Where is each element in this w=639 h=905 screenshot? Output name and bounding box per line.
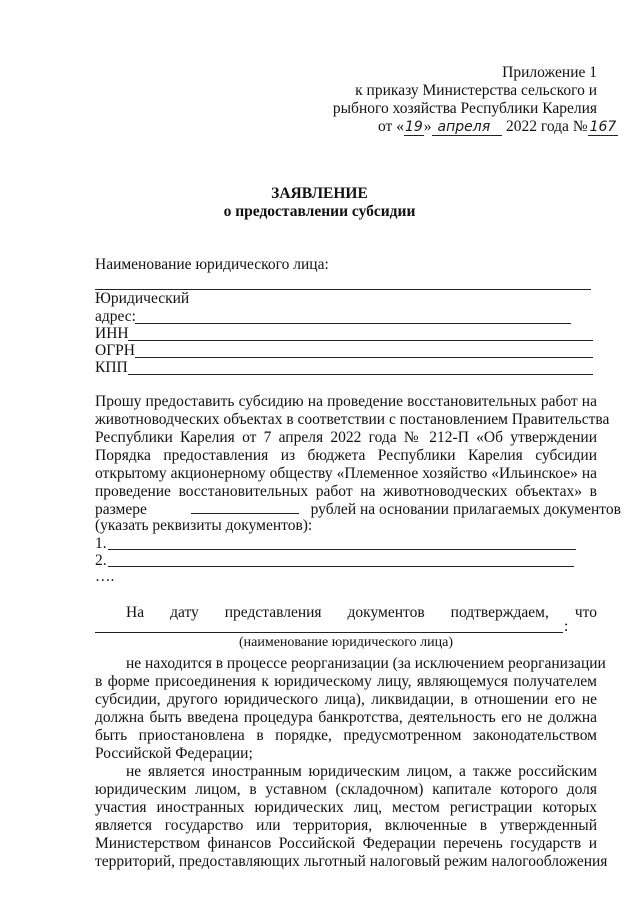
confirm-word: подтверждаем, bbox=[450, 604, 549, 621]
confirm-word: На bbox=[126, 604, 145, 621]
para1-line: должна быть введена процедура банкротства, деятельность его не должна bbox=[95, 709, 597, 726]
inn-line[interactable] bbox=[128, 340, 593, 341]
request-line: открытому акционерному обществу «Племенное хозяйство «Ильинское» на bbox=[95, 465, 597, 482]
order-number-handwritten: 167 bbox=[589, 119, 617, 135]
para1-line: быть приостановлена в порядке, предусмотренном законодательством bbox=[95, 727, 597, 744]
para2-line: территорий, предоставляющих льготный налоговый режим налогообложения bbox=[95, 853, 608, 870]
kpp-line[interactable] bbox=[128, 374, 593, 375]
document-title: ЗАЯВЛЕНИЕ bbox=[271, 185, 368, 202]
doc-item-2-number: 2. bbox=[95, 552, 107, 569]
confirm-word: представления bbox=[224, 604, 322, 621]
para2-line: Министерством финансов Российской Федерации перечень государств и bbox=[95, 835, 597, 852]
doc-item-1-line[interactable] bbox=[108, 549, 576, 550]
date-quote-close: » bbox=[423, 118, 432, 135]
para1-line: Российской Федерации; bbox=[95, 745, 253, 762]
inn-label: ИНН bbox=[95, 325, 129, 342]
confirm-word: дату bbox=[170, 604, 199, 621]
confirm-word: документов bbox=[347, 604, 425, 621]
ogrn-label: ОГРН bbox=[95, 342, 135, 359]
request-line: проведение восстановительных работ на животноводческих объектах» в bbox=[95, 483, 597, 500]
amount-field[interactable] bbox=[191, 499, 299, 514]
para2-line: является государство или территория, включенные в утвержденный bbox=[95, 817, 597, 834]
confirm-word: что bbox=[574, 604, 597, 621]
doc-ellipsis: …. bbox=[95, 568, 115, 585]
amount-line bbox=[95, 499, 621, 519]
order-reference-line: к приказу Министерства сельского и bbox=[355, 82, 597, 99]
doc-item-2-line[interactable] bbox=[108, 566, 574, 567]
docs-hint: (указать реквизиты документов): bbox=[95, 517, 313, 534]
amount-suffix: рублей на основании прилагаемых документов bbox=[310, 501, 621, 518]
date-month-handwritten: апреля bbox=[432, 119, 503, 136]
request-line: животноводческих объектах в соответствии с постановлением Правительства bbox=[95, 411, 610, 428]
confirm-line bbox=[126, 604, 597, 622]
org-name-confirm-line[interactable] bbox=[95, 632, 563, 633]
org-name-label: Наименование юридического лица: bbox=[95, 256, 329, 273]
request-line: Прошу предоставить субсидию на проведение восстановительных работ на bbox=[95, 393, 597, 410]
date-day-handwritten: 19 bbox=[404, 119, 423, 135]
confirm-colon: : bbox=[564, 618, 569, 635]
org-name-caption: (наименование юридического лица) bbox=[239, 635, 453, 650]
kpp-label: КПП bbox=[95, 359, 128, 376]
request-line: Порядка предоставления из бюджета Республики Карелия субсидии bbox=[95, 447, 597, 464]
doc-item-1-number: 1. bbox=[95, 535, 107, 552]
ministry-line: рыбного хозяйства Республики Карелия bbox=[332, 100, 597, 117]
document-subtitle: о предоставлении субсидии bbox=[223, 203, 416, 220]
ogrn-line[interactable] bbox=[135, 357, 593, 358]
para2-line: участия иностранных юридических лиц, местом регистрации которых bbox=[95, 799, 597, 816]
number-sign: № bbox=[572, 118, 588, 135]
address-label: адрес: bbox=[95, 308, 136, 325]
legal-address-label: Юридический bbox=[95, 290, 190, 307]
address-line[interactable] bbox=[135, 323, 571, 324]
para1-line: не находится в процессе реорганизации (за исключением реорганизации bbox=[126, 655, 606, 672]
amount-prefix: размере bbox=[95, 501, 147, 518]
appendix-number: Приложение 1 bbox=[502, 64, 597, 81]
date-year: 2022 года bbox=[506, 118, 569, 135]
date-prefix: от « bbox=[378, 118, 404, 135]
para2-line: юридическим лицом, в уставном (складочном) капитале которого доля bbox=[95, 781, 597, 798]
para2-line: не является иностранным юридическим лицом, а также российским bbox=[126, 763, 597, 780]
order-date-line bbox=[378, 118, 618, 136]
para1-line: в форме присоединения к юридическому лицу, являющемуся получателем bbox=[95, 673, 597, 690]
para1-line: субсидии, другого юридического лица), ликвидации, в отношении его не bbox=[95, 691, 597, 708]
request-line: Республики Карелия от 7 апреля 2022 года № 212-П «Об утверждении bbox=[95, 429, 597, 446]
